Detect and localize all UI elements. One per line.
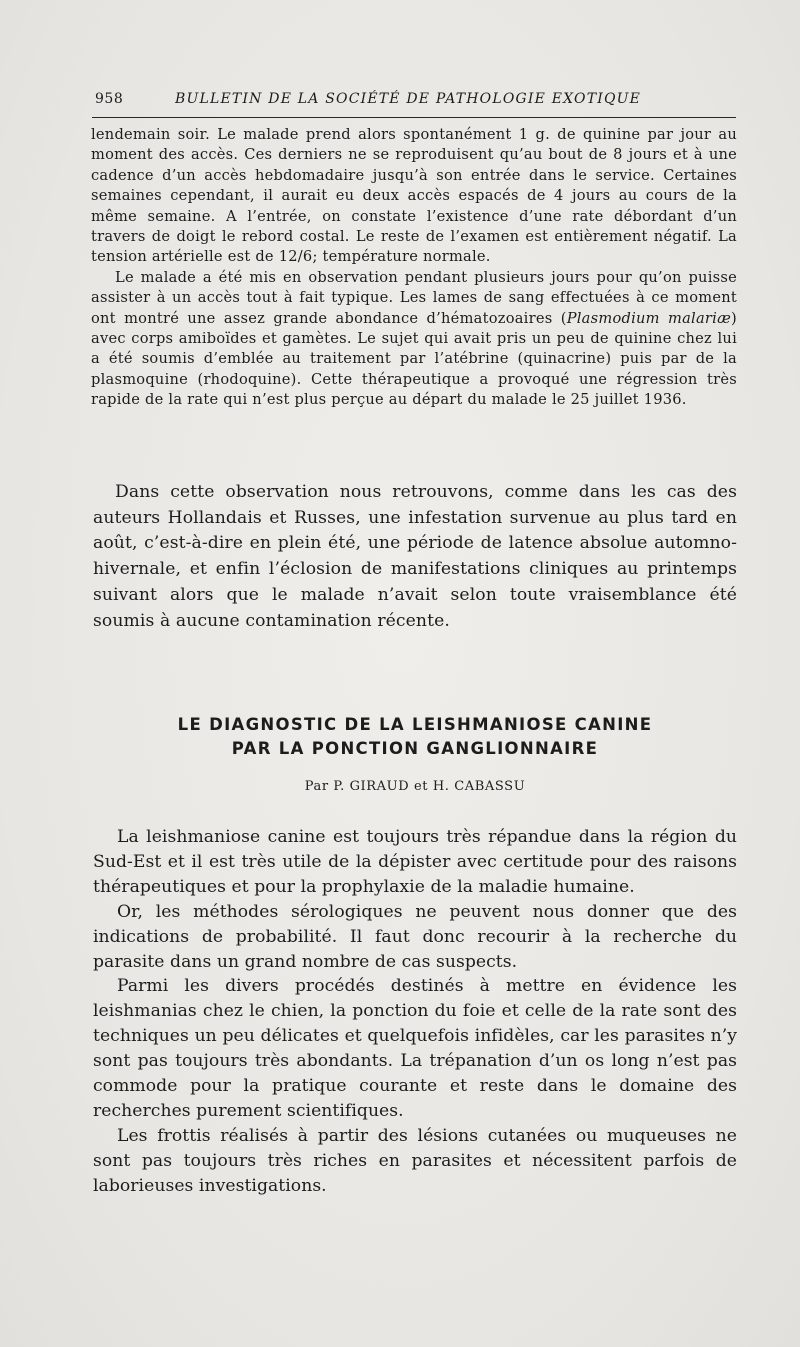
species-name: Plasmodium malariæ (566, 309, 732, 327)
page-number: 958 (95, 91, 124, 107)
running-title: BULLETIN DE LA SOCIÉTÉ DE PATHOLOGIE EXOTIQUE (175, 91, 642, 107)
case-paragraph-1: lendemain soir. Le malade prend alors spontanément 1 g. de quinine par jour au moment des accès. Ces derniers ne se reproduisent qu’au bout de 8 jours et à une cadence d’un accès hebdomadaire jusqu’à son entrée dans le service. Certaines semaines cependant, il aurait eu deux accès espacés de 4 jours au cours de la même semaine. A l’entrée, on constate l’existence d’une rate débordant d’un travers de doigt le rebord costal. Le reste de l’examen est entièrement négatif. La tension artérielle est de 12/6; température normale. (91, 126, 737, 266)
article-paragraph-4: Les frottis réalisés à partir des lésions cutanées ou muqueuses ne sont pas toujours très riches en parasites et nécessitent parfois de laborieuses investigations. (93, 1125, 737, 1196)
case-report (91, 125, 737, 411)
article-title (93, 713, 737, 761)
page-header (95, 91, 735, 115)
header-rule (92, 117, 736, 118)
article-title-line-2: PAR LA PONCTION GANGLIONNAIRE (231, 739, 599, 758)
article-byline: Par P. GIRAUD et H. CABASSU (304, 779, 526, 794)
article-body (93, 825, 737, 1199)
article-paragraph-2: Or, les méthodes sérologiques ne peuvent nous donner que des indications de probabilité. Il faut donc recourir à la recherche du parasite dans un grand nombre de cas suspects. (93, 901, 737, 972)
article-title-line-1: LE DIAGNOSTIC DE LA LEISHMANIOSE CANINE (177, 715, 653, 734)
observation-paragraph (93, 480, 737, 634)
case-paragraph-2 (91, 268, 737, 411)
case-paragraph-2-start: Le malade a été mis en observation pendant plusieurs jours pour qu’on puisse assister à un accès tout à fait typique. Les lames de sang effectuées à ce moment ont montré une assez grande abondance d’hématozoaires ( (91, 268, 737, 327)
case-paragraph-2-end: ) avec corps amiboïdes et gamètes. Le sujet qui avait pris un peu de quinine chez lui a été soumis d’emblée au traitement par l’atébrine (quinacrine) puis par de la plasmoquine (rhodoquine). Cette thérapeutique a provoqué une régression très rapide de la rate qui n’est plus perçue au départ du malade le 25 juillet 1936. (91, 309, 737, 409)
article-paragraph-3: Parmi les divers procédés destinés à mettre en évidence les leishmanias chez le chien, la ponction du foie et celle de la rate sont des techniques un peu délicates et quelquefois infidèles, car les parasites n’y sont pas toujours très abondants. La trépanation d’un os long n’est pas commode pour la pratique courante et reste dans le domaine des recherches purement scientifiques. (93, 976, 737, 1121)
observation-text: Dans cette observation nous retrouvons, comme dans les cas des auteurs Hollandais et Russes, une infestation survenue au plus tard en août, c’est-à-dire en plein été, une période de latence absolue automno-hivernale, et enfin l’éclosion de manifestations cliniques au printemps suivant alors que le malade n’avait selon toute vraisemblance été soumis à aucune contamination récente. (93, 482, 737, 631)
article-paragraph-1: La leishmaniose canine est toujours très répandue dans la région du Sud-Est et il est très utile de la dépister avec certitude pour des raisons thérapeutiques et pour la prophylaxie de la maladie humaine. (93, 827, 737, 897)
